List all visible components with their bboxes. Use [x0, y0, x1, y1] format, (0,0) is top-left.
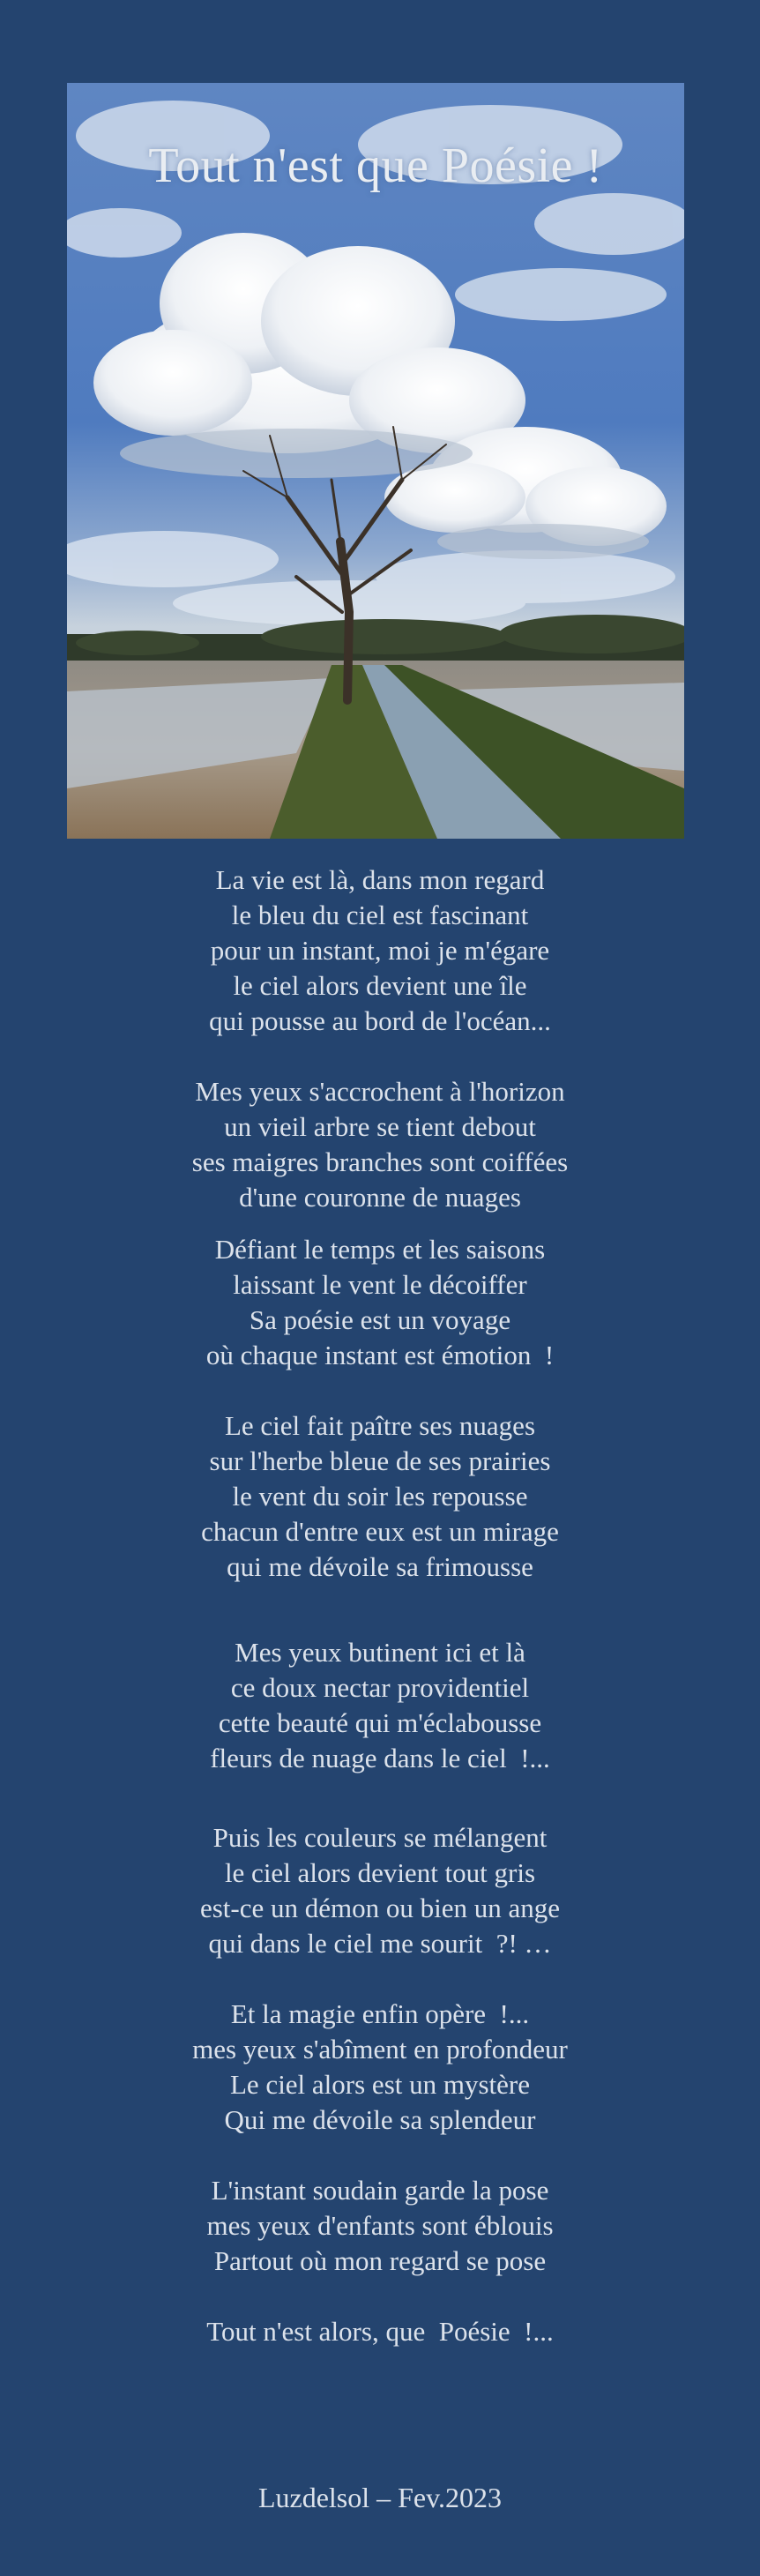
poem-line: un vieil arbre se tient debout	[224, 1111, 536, 1142]
stanza-9	[0, 2314, 760, 2349]
stanza-4	[0, 1408, 760, 1585]
poem-line: le vent du soir les repousse	[232, 1481, 528, 1512]
poem-line: Mes yeux s'accrochent à l'horizon	[195, 1076, 565, 1107]
photo-title: Tout n'est que Poésie !	[148, 138, 603, 193]
poem-line: où chaque instant est émotion !	[205, 1340, 555, 1370]
stanza-3	[0, 1232, 760, 1373]
stanza-1	[0, 862, 760, 1039]
stanza-2	[0, 1074, 760, 1215]
poem-line: chacun d'entre eux est un mirage	[201, 1516, 559, 1547]
poem-line: qui pousse au bord de l'océan...	[209, 1005, 551, 1036]
poem-line: Défiant le temps et les saisons	[214, 1234, 546, 1265]
poem-line: ce doux nectar providentiel	[230, 1672, 530, 1703]
poem-line: mes yeux d'enfants sont éblouis	[206, 2210, 554, 2241]
poem-line: Puis les couleurs se mélangent	[212, 1822, 548, 1853]
poem-line: Sa poésie est un voyage	[249, 1304, 511, 1335]
stanza-7	[0, 1997, 760, 2138]
poem-line: Tout n'est alors, que Poésie !...	[206, 2316, 554, 2347]
poem-line: le ciel alors devient tout gris	[224, 1857, 536, 1888]
author-signature: Luzdelsol – Fev.2023	[257, 2482, 503, 2513]
poem-line: est-ce un démon ou bien un ange	[199, 1893, 561, 1923]
poem-line: pour un instant, moi je m'égare	[210, 935, 550, 966]
poem-line: Le ciel fait paître ses nuages	[224, 1410, 536, 1441]
poem-line: Mes yeux butinent ici et là	[235, 1637, 525, 1668]
poem-line: le ciel alors devient une île	[233, 970, 527, 1001]
poem-line: L'instant soudain garde la pose	[211, 2175, 549, 2206]
stanza-8	[0, 2173, 760, 2279]
poem-line: qui me dévoile sa frimousse	[227, 1551, 533, 1582]
poem-line: ses maigres branches sont coiffées	[191, 1146, 569, 1177]
poem-line: d'une couronne de nuages	[239, 1182, 521, 1213]
poem-line: sur l'herbe bleue de ses prairies	[209, 1445, 551, 1476]
poem-line: le bleu du ciel est fascinant	[231, 900, 529, 930]
poem-line: Le ciel alors est un mystère	[229, 2069, 531, 2100]
poem-line: mes yeux s'abîment en profondeur	[192, 2034, 568, 2065]
stanza-5	[0, 1635, 760, 1776]
poem-line: laissant le vent le décoiffer	[233, 1269, 527, 1300]
stanza-6	[0, 1820, 760, 1961]
poem-line: Et la magie enfin opère !...	[230, 1998, 530, 2029]
poem-body	[0, 862, 760, 2349]
poem-line: fleurs de nuage dans le ciel !...	[210, 1743, 550, 1773]
poem-line: cette beauté qui m'éclabousse	[218, 1707, 542, 1738]
landscape-photo	[67, 83, 684, 839]
poem-line: La vie est là, dans mon regard	[215, 864, 545, 895]
poem-line: Qui me dévoile sa splendeur	[224, 2104, 536, 2135]
poem-line: qui dans le ciel me sourit ?! …	[208, 1928, 552, 1959]
poem-illustration	[67, 83, 684, 839]
poem-line: Partout où mon regard se pose	[213, 2245, 547, 2276]
